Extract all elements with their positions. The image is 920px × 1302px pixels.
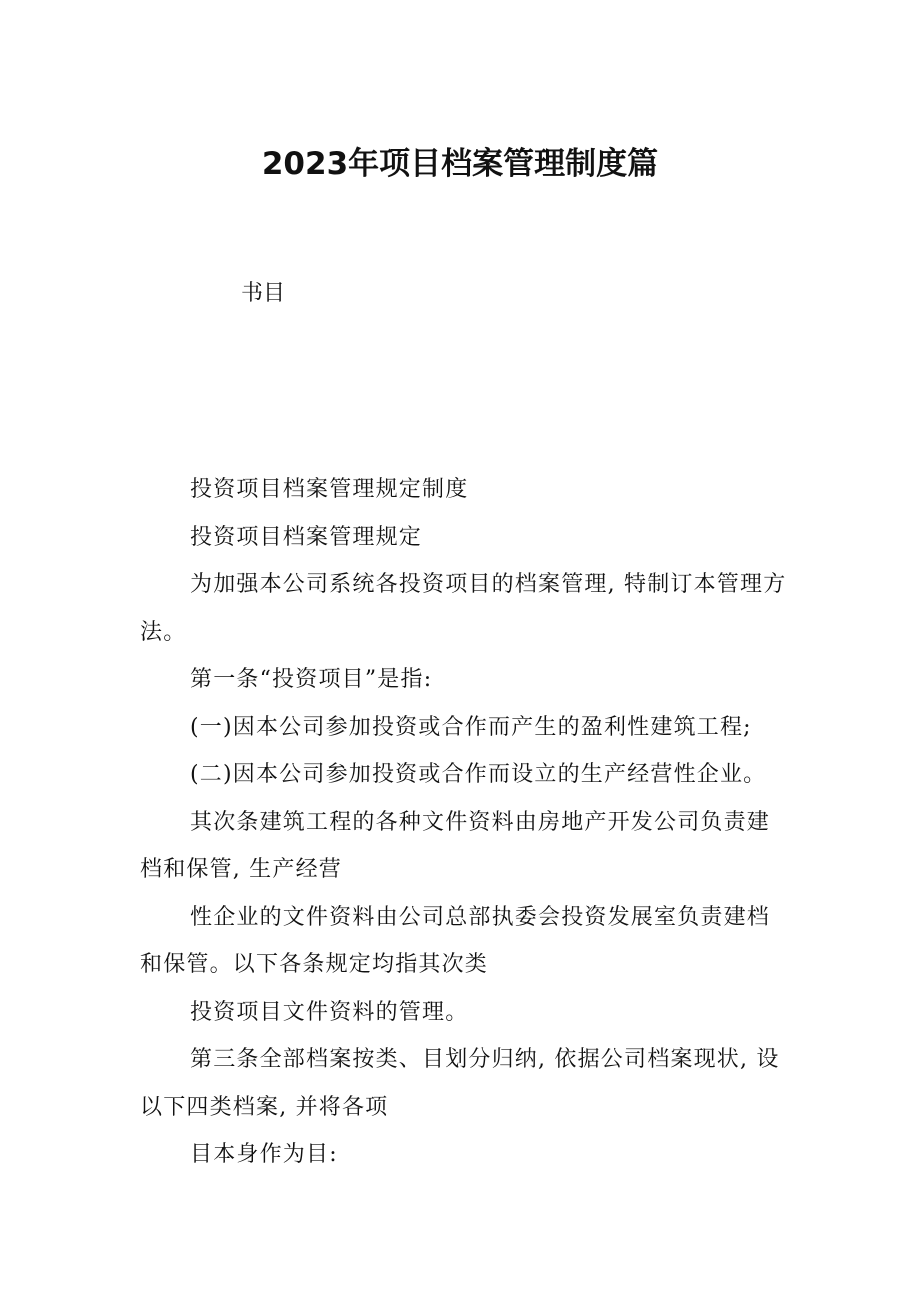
paragraph: 第一条“投资项目”是指: — [190, 667, 433, 692]
document-body — [140, 466, 790, 1179]
paragraph: 目本身作为目: — [190, 1142, 338, 1167]
toc-label: 书目 — [241, 281, 286, 306]
paragraph: 投资项目档案管理规定 — [190, 524, 423, 550]
paragraph: 投资项目文件资料的管理。 — [190, 999, 469, 1025]
paragraph: 其次条建筑工程的各种文件资料由房地产开发公司负责建档和保管, 生产经营 — [140, 809, 771, 882]
paragraph: 投资项目档案管理规定制度 — [190, 477, 469, 502]
paragraph: 性企业的文件资料由公司总部执委会投资发展室负责建档和保管。以下各条规定均指其次类 — [140, 904, 771, 977]
paragraph: (二)因本公司参加投资或合作而设立的生产经营性企业。 — [190, 762, 767, 787]
paragraph: 为加强本公司系统各投资项目的档案管理, 特制订本管理方法。 — [140, 572, 787, 645]
paragraph: 第三条全部档案按类、目划分归纳, 依据公司档案现状, 设以下四类档案, 并将各项 — [140, 1047, 780, 1120]
document-title: 2023年项目档案管理制度篇 — [261, 146, 659, 182]
paragraph: (一)因本公司参加投资或合作而产生的盈利性建筑工程; — [190, 714, 752, 740]
